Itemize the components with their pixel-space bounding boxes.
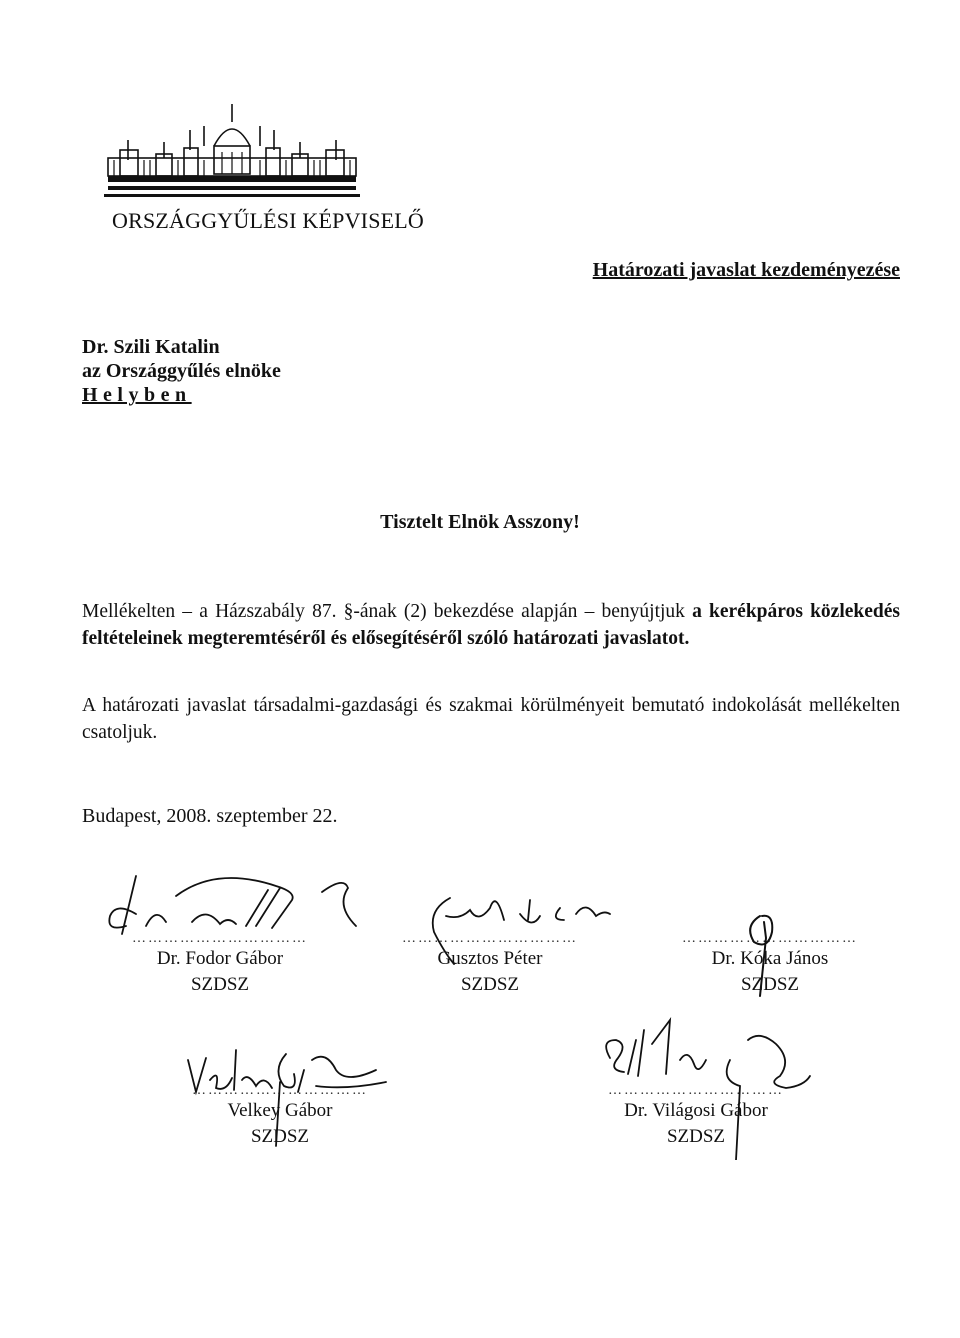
body-paragraph-1-text: Mellékelten – a Házszabály 87. §-ának (2) bekezdése alapján – benyújtjuk bbox=[82, 601, 693, 622]
handwritten-signature-fodor bbox=[96, 866, 376, 946]
handwritten-signature-gusztos bbox=[400, 880, 620, 970]
signer-name: Gusztos Péter bbox=[437, 948, 543, 969]
addressee-role: az Országgyűlés elnöke bbox=[82, 360, 281, 382]
handwritten-signature-vilagosi bbox=[580, 1000, 820, 1160]
handwritten-signature-velkey bbox=[176, 1030, 406, 1150]
body-paragraph-1-bold: a kerékpáros közlekedés feltételeinek megteremtéséről és elősegítéséről szóló határozati javaslatot. bbox=[82, 601, 900, 649]
signer-party: SZDSZ bbox=[190, 974, 250, 995]
office-title: ORSZÁGGYŰLÉSI KÉPVISELŐ bbox=[112, 208, 424, 233]
signature-line: …………………………… bbox=[402, 932, 578, 946]
body-paragraph-1 bbox=[82, 598, 900, 652]
document-title: Határozati javaslat kezdeményezése bbox=[592, 259, 900, 281]
signature-line: …………………………… bbox=[682, 932, 858, 946]
place-date: Budapest, 2008. szeptember 22. bbox=[82, 805, 338, 827]
signer-name: Velkey Gábor bbox=[227, 1100, 333, 1121]
signer-party: SZDSZ bbox=[250, 1126, 310, 1147]
signer-name: Dr. Kóka János bbox=[711, 948, 829, 969]
addressee-location: Helyben bbox=[82, 384, 192, 406]
signature-line: …………………………… bbox=[132, 932, 308, 946]
handwritten-signature-koka bbox=[740, 908, 800, 998]
signature-line: …………………………… bbox=[192, 1084, 368, 1098]
addressee-name: Dr. Szili Katalin bbox=[82, 336, 220, 358]
signer-party: SZDSZ bbox=[666, 1126, 726, 1147]
signer-name: Dr. Fodor Gábor bbox=[156, 948, 284, 969]
body-paragraph-2: A határozati javaslat társadalmi-gazdasági és szakmai körülményeit bemutató indokolását mellékelten csatoljuk. bbox=[82, 695, 900, 743]
signer-party: SZDSZ bbox=[460, 974, 520, 995]
salutation: Tisztelt Elnök Asszony! bbox=[380, 511, 580, 533]
signature-line: …………………………… bbox=[608, 1084, 784, 1098]
signer-name: Dr. Világosi Gábor bbox=[624, 1100, 768, 1121]
signer-party: SZDSZ bbox=[740, 974, 800, 995]
parliament-building-icon bbox=[104, 100, 360, 208]
